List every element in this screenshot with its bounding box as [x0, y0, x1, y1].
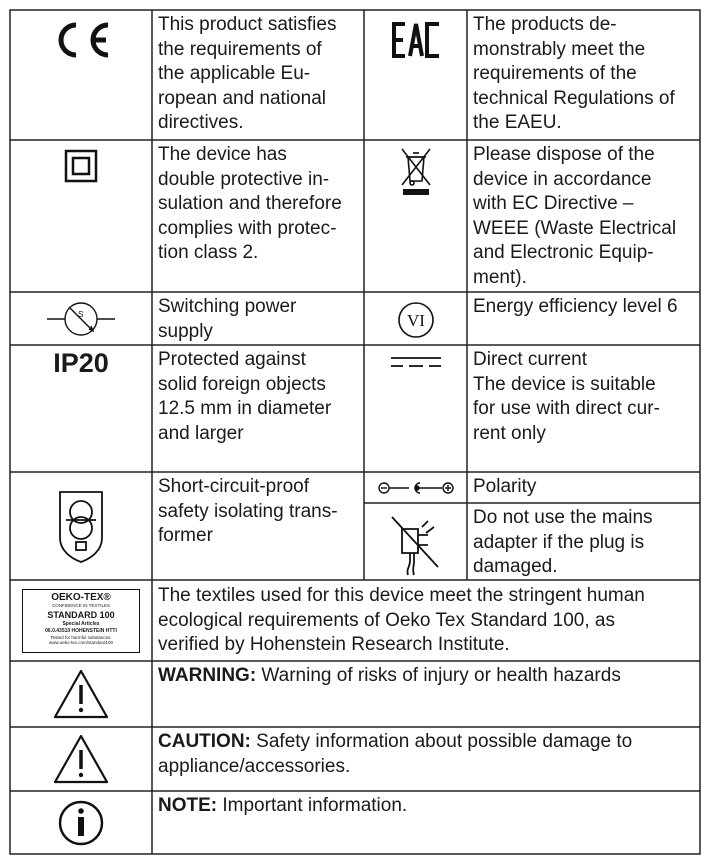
caution-triangle-icon	[10, 730, 152, 788]
svg-text:S: S	[78, 309, 84, 319]
caution-description	[152, 727, 700, 779]
oeko-standard: STANDARD 100	[47, 609, 115, 620]
note-text: Important information.	[217, 795, 408, 816]
oeko-description: The textiles used for this device meet the stringent human ecological requirements of Oeko Tex Standard 100, as verified by Hohenstein Research Institute.	[158, 585, 645, 655]
caution-text: Safety information about possible damage to appliance/accessories.	[158, 731, 633, 777]
warning-text: Warning of risks of injury or health hazards	[256, 665, 621, 686]
info-circle-icon	[10, 796, 152, 850]
double-insulation-icon	[10, 140, 152, 192]
efficiency-level-icon	[364, 292, 467, 345]
warning-title: WARNING:	[158, 665, 257, 686]
ip20-description: Protected against solid foreign objects 12.5 mm in diameter and larger	[158, 349, 332, 444]
note-title: NOTE:	[158, 795, 218, 816]
direct-current-icon	[364, 345, 467, 379]
warning-description	[152, 661, 700, 689]
damaged-plug-icon	[364, 503, 467, 580]
eac-description: The products de- monstrably meet the requirements of the technical Regulations of the EAEU.	[473, 14, 675, 133]
caution-title: CAUTION:	[158, 731, 251, 752]
oeko-tested: Tested for harmful substances.	[50, 634, 112, 640]
oeko-url: www.oeko-tex.com/standard100	[48, 640, 114, 645]
eac-mark-icon	[364, 10, 467, 70]
oeko-line1: CONFIDENCE IN TEXTILES	[52, 603, 110, 608]
ce-description: This product satisfies the requirements of the applicable Eu- ropean and national directives.	[158, 14, 337, 133]
smps-description: Switching power supply	[158, 296, 297, 342]
double-insulation-description: The device has double protective in- sulation and therefore complies with protec- tion class 2.	[158, 144, 342, 263]
damaged-plug-description: Do not use the mains adapter if the plug is damaged.	[473, 507, 653, 577]
weee-description: Please dispose of the device in accordance with EC Directive – WEEE (Waste Electrical and Electronic Equip- ment).	[473, 144, 677, 288]
oeko-brand: OEKO-TEX®	[51, 592, 111, 603]
crossed-out-bin-icon	[364, 143, 467, 198]
switching-power-supply-icon	[10, 292, 152, 345]
ip20-symbol: IP20	[53, 347, 109, 378]
note-description	[152, 791, 700, 819]
oeko-special: Special Articles	[62, 620, 100, 627]
warning-triangle-icon	[10, 664, 152, 724]
polarity-description: Polarity	[473, 476, 537, 497]
ce-mark-icon	[10, 10, 152, 70]
efficiency-description: Energy efficiency level 6	[473, 296, 678, 317]
oeko-tex-label-icon	[22, 589, 140, 653]
safety-transformer-icon	[10, 472, 152, 580]
dc-description: Direct current The device is suitable for use with direct cur- rent only	[473, 349, 660, 444]
svg-text:VI: VI	[406, 310, 425, 330]
polarity-icon	[364, 478, 467, 498]
transformer-description: Short-circuit-proof safety isolating trans- former	[158, 476, 338, 546]
oeko-cert: 06.0.43510 HOHENSTEIN HTTI	[45, 627, 117, 634]
